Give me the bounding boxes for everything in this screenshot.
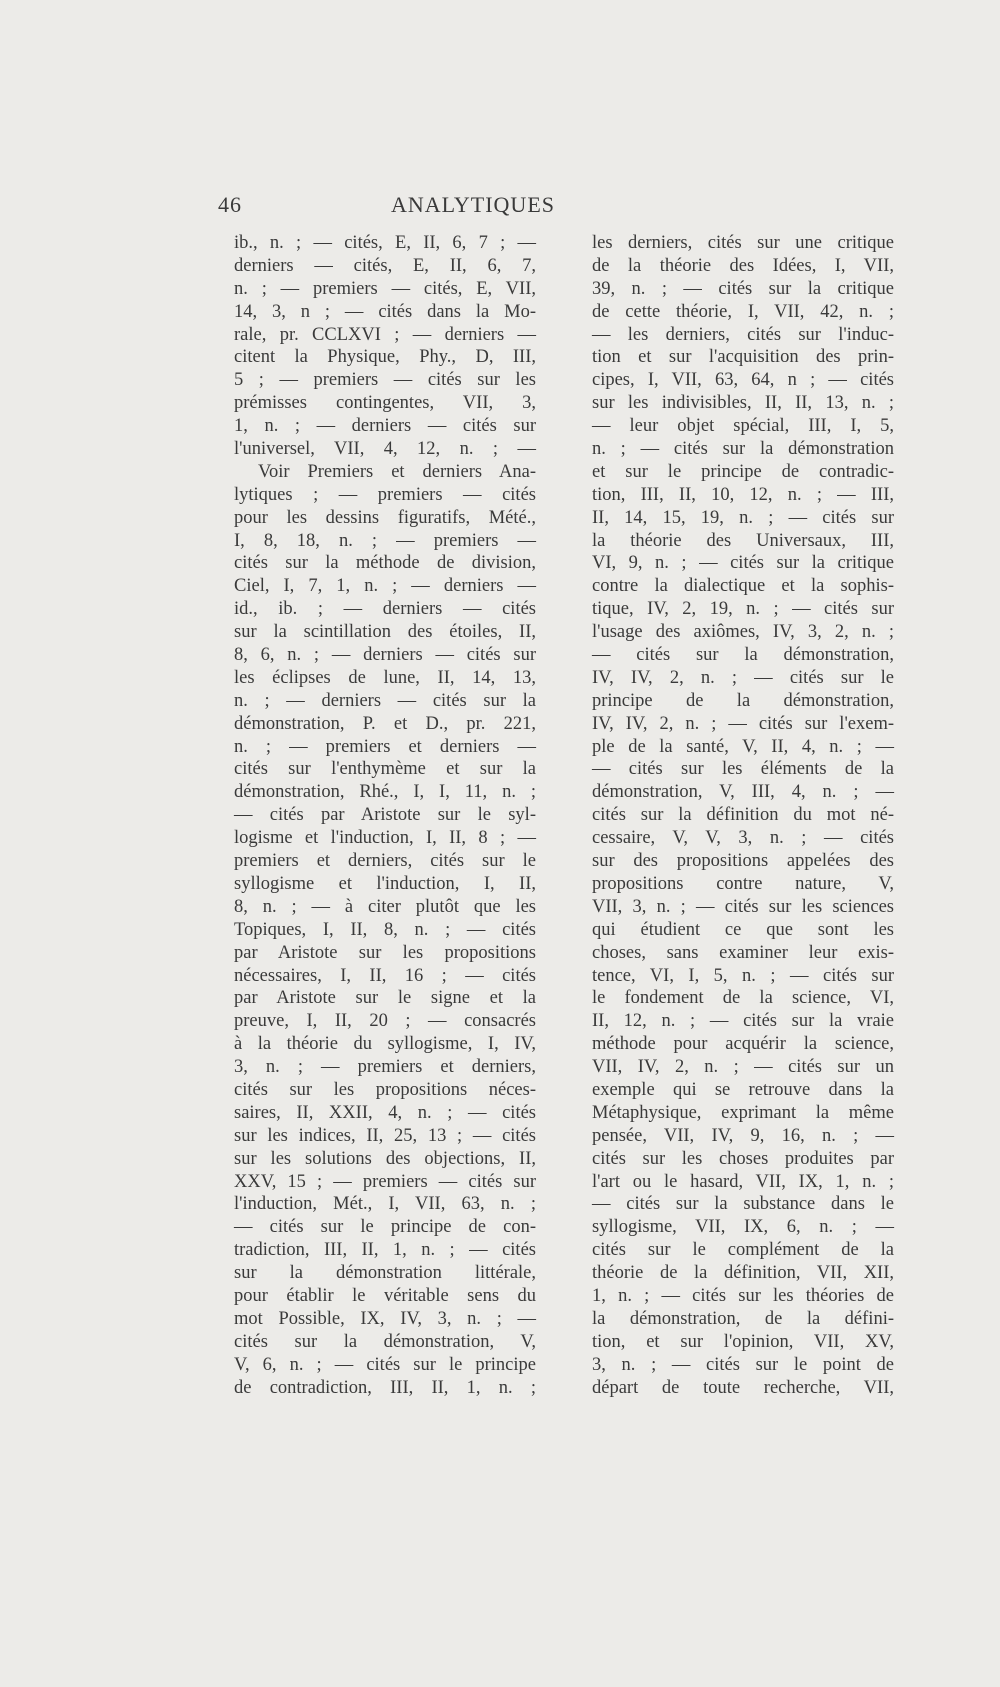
text-line: citent la Physique, Phy., D, III,	[234, 347, 536, 368]
text-line: sur la scintillation des étoiles, II,	[234, 622, 536, 643]
text-line: n. ; — premiers et derniers —	[234, 736, 536, 757]
text-line: — leur objet spécial, III, I, 5,	[592, 416, 894, 437]
text-line: I, 8, 18, n. ; — premiers —	[234, 530, 536, 551]
text-line: l'usage des axiômes, IV, 3, 2, n. ;	[592, 622, 894, 643]
text-line: — cités sur les éléments de la	[592, 759, 894, 780]
text-line: Topiques, I, II, 8, n. ; — cités	[234, 919, 536, 940]
text-line: tique, IV, 2, 19, n. ; — cités sur	[592, 599, 894, 620]
text-line: propositions contre nature, V,	[592, 873, 894, 894]
text-line: les derniers, cités sur une critique	[592, 233, 894, 253]
text-line: pensée, VII, IV, 9, 16, n. ; —	[592, 1125, 894, 1146]
right-column	[592, 232, 894, 1399]
text-line: — cités sur la démonstration,	[592, 645, 894, 666]
text-line: choses, sans examiner leur exis-	[592, 942, 894, 963]
text-line: n. ; — premiers — cités, E, VII,	[234, 278, 536, 299]
text-line: l'universel, VII, 4, 12, n. ; —	[234, 439, 536, 460]
text-line: par Aristote sur le signe et la	[234, 988, 536, 1009]
text-line: 8, n. ; — à citer plutôt que les	[234, 896, 536, 917]
text-line: II, 12, n. ; — cités sur la vraie	[592, 1011, 894, 1032]
text-line: Ciel, I, 7, 1, n. ; — derniers —	[234, 576, 536, 597]
text-line: sur les indices, II, 25, 13 ; — cités	[234, 1125, 536, 1146]
text-line: Métaphysique, exprimant la même	[592, 1102, 894, 1123]
text-line: théorie de la définition, VII, XII,	[592, 1263, 894, 1284]
left-column	[234, 232, 536, 1399]
text-line: sur les indivisibles, II, II, 13, n. ;	[592, 393, 894, 414]
text-line: départ de toute recherche, VII,	[592, 1377, 894, 1398]
text-line: derniers — cités, E, II, 6, 7,	[234, 255, 536, 276]
text-line: cessaire, V, V, 3, n. ; — cités	[592, 828, 894, 849]
text-line: prémisses contingentes, VII, 3,	[234, 393, 536, 414]
text-line: cités sur l'enthymème et sur la	[234, 759, 536, 780]
text-line: IV, IV, 2, n. ; — cités sur l'exem-	[592, 713, 894, 734]
text-line: — cités sur le principe de con-	[234, 1217, 536, 1238]
text-line: — les derniers, cités sur l'induc-	[592, 324, 894, 345]
text-line: sur les solutions des objections, II,	[234, 1148, 536, 1169]
text-line: id., ib. ; — derniers — cités	[234, 599, 536, 620]
text-line: tion, et sur l'opinion, VII, XV,	[592, 1331, 894, 1352]
text-line: démonstration, V, III, 4, n. ; —	[592, 782, 894, 803]
text-line: ib., n. ; — cités, E, II, 6, 7 ; —	[234, 233, 536, 253]
text-line: — cités sur la substance dans le	[592, 1194, 894, 1215]
text-line: logisme et l'induction, I, II, 8 ; —	[234, 828, 536, 849]
text-line: tradiction, III, II, 1, n. ; — cités	[234, 1240, 536, 1261]
text-line: cités sur les choses produites par	[592, 1148, 894, 1169]
text-line: 3, n. ; — premiers et derniers,	[234, 1057, 536, 1078]
text-line: de la théorie des Idées, I, VII,	[592, 255, 894, 276]
text-line: syllogisme, VII, IX, 6, n. ; —	[592, 1217, 894, 1238]
text-line: méthode pour acquérir la science,	[592, 1034, 894, 1055]
text-line: cités sur le complément de la	[592, 1240, 894, 1261]
text-line: nécessaires, I, II, 16 ; — cités	[234, 965, 536, 986]
text-line: cités sur les propositions néces-	[234, 1079, 536, 1100]
text-line: sur des propositions appelées des	[592, 851, 894, 872]
text-line: IV, IV, 2, n. ; — cités sur le	[592, 667, 894, 688]
text-line: démonstration, P. et D., pr. 221,	[234, 713, 536, 734]
text-line: syllogisme et l'induction, I, II,	[234, 873, 536, 894]
text-line: cipes, I, VII, 63, 64, n ; — cités	[592, 370, 894, 391]
text-line: — cités par Aristote sur le syl-	[234, 805, 536, 826]
text-line: n. ; — cités sur la démonstration	[592, 439, 894, 460]
text-line: 14, 3, n ; — cités dans la Mo-	[234, 301, 536, 322]
text-line: de contradiction, III, II, 1, n. ;	[234, 1377, 536, 1398]
text-line: cités sur la définition du mot né-	[592, 805, 894, 826]
text-line: pour établir le véritable sens du	[234, 1285, 536, 1306]
text-line: Voir Premiers et derniers Ana-	[258, 461, 536, 482]
text-line: n. ; — derniers — cités sur la	[234, 690, 536, 711]
text-line: tence, VI, I, 5, n. ; — cités sur	[592, 965, 894, 986]
text-line: qui étudient ce que sont les	[592, 919, 894, 940]
text-line: V, 6, n. ; — cités sur le principe	[234, 1354, 536, 1375]
text-line: ple de la santé, V, II, 4, n. ; —	[592, 736, 894, 757]
text-line: mot Possible, IX, IV, 3, n. ; —	[234, 1308, 536, 1329]
text-line: VII, IV, 2, n. ; — cités sur un	[592, 1057, 894, 1078]
text-line: VI, 9, n. ; — cités sur la critique	[592, 553, 894, 574]
text-line: la démonstration, de la défini-	[592, 1308, 894, 1329]
text-line: 1, n. ; — cités sur les théories de	[592, 1285, 894, 1306]
text-line: sur la démonstration littérale,	[234, 1263, 536, 1284]
text-line: 5 ; — premiers — cités sur les	[234, 370, 536, 391]
text-line: exemple qui se retrouve dans la	[592, 1079, 894, 1100]
text-line: premiers et derniers, cités sur le	[234, 851, 536, 872]
text-line: pour les dessins figuratifs, Mété.,	[234, 507, 536, 528]
text-line: par Aristote sur les propositions	[234, 942, 536, 963]
text-line: rale, pr. CCLXVI ; — derniers —	[234, 324, 536, 345]
text-line: lytiques ; — premiers — cités	[234, 484, 536, 505]
text-line: et sur le principe de contradic-	[592, 461, 894, 482]
text-line: 39, n. ; — cités sur la critique	[592, 278, 894, 299]
text-line: 3, n. ; — cités sur le point de	[592, 1354, 894, 1375]
text-line: l'art ou le hasard, VII, IX, 1, n. ;	[592, 1171, 894, 1192]
text-line: 8, 6, n. ; — derniers — cités sur	[234, 645, 536, 666]
text-line: cités sur la méthode de division,	[234, 553, 536, 574]
text-line: l'induction, Mét., I, VII, 63, n. ;	[234, 1194, 536, 1215]
text-line: les éclipses de lune, II, 14, 13,	[234, 667, 536, 688]
text-line: le fondement de la science, VI,	[592, 988, 894, 1009]
text-line: 1, n. ; — derniers — cités sur	[234, 416, 536, 437]
text-line: tion, III, II, 10, 12, n. ; — III,	[592, 484, 894, 505]
text-line: la théorie des Universaux, III,	[592, 530, 894, 551]
text-line: saires, II, XXII, 4, n. ; — cités	[234, 1102, 536, 1123]
page-number: 46	[218, 192, 242, 217]
text-line: preuve, I, II, 20 ; — consacrés	[234, 1011, 536, 1032]
text-line: à la théorie du syllogisme, I, IV,	[234, 1034, 536, 1055]
text-line: démonstration, Rhé., I, I, 11, n. ;	[234, 782, 536, 803]
text-line: tion et sur l'acquisition des prin-	[592, 347, 894, 368]
text-line: cités sur la démonstration, V,	[234, 1331, 536, 1352]
text-line: VII, 3, n. ; — cités sur les sciences	[592, 896, 894, 917]
text-line: II, 14, 15, 19, n. ; — cités sur	[592, 507, 894, 528]
text-line: principe de la démonstration,	[592, 690, 894, 711]
text-line: de cette théorie, I, VII, 42, n. ;	[592, 301, 894, 322]
running-title: ANALYTIQUES	[390, 192, 556, 217]
text-line: contre la dialectique et la sophis-	[592, 576, 894, 597]
text-line: XXV, 15 ; — premiers — cités sur	[234, 1171, 536, 1192]
